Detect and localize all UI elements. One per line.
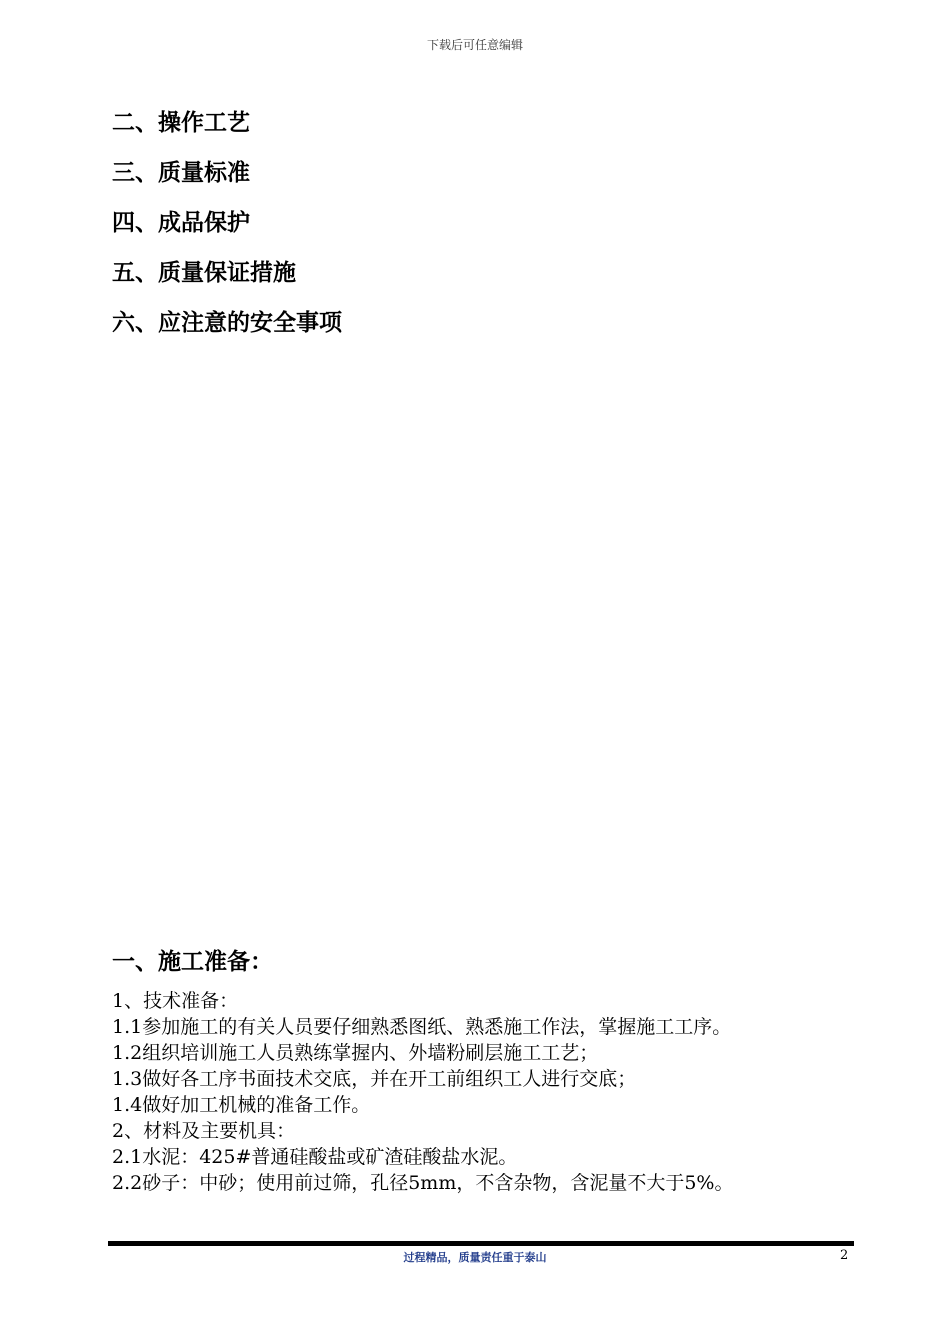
body-line: 1.1参加施工的有关人员要仔细熟悉图纸、熟悉施工作法，掌握施工工序。 [112,1016,732,1038]
footer-divider [108,1241,854,1246]
body-line: 1.2组织培训施工人员熟练掌握内、外墙粉刷层施工工艺； [112,1042,599,1064]
toc-item-product-protection: 四、成品保护 [112,210,250,236]
toc-item-safety-notes: 六、应注意的安全事项 [112,310,342,336]
section-body [112,988,852,1196]
body-line: 2.2砂子：中砂；使用前过筛，孔径5mm，不含杂物，含泥量不大于5%。 [112,1172,734,1194]
toc-item-operation-process: 二、操作工艺 [112,110,250,136]
toc-item-quality-assurance: 五、质量保证措施 [112,260,296,286]
page-number: 2 [840,1248,849,1263]
section-heading: 一、施工准备： [112,949,273,975]
body-line: 2.1水泥：425#普通硅酸盐或矿渣硅酸盐水泥。 [112,1146,518,1168]
table-of-contents [112,98,342,348]
footer-slogan: 过程精品，质量责任重于泰山 [403,1251,547,1264]
body-line: 1.4做好加工机械的准备工作。 [112,1094,371,1116]
toc-item-quality-standard: 三、质量标准 [112,160,250,186]
body-line: 2、材料及主要机具： [112,1120,296,1142]
body-line: 1.3做好各工序书面技术交底，并在开工前组织工人进行交底； [112,1068,637,1090]
body-line: 1、技术准备： [112,990,239,1012]
header-note: 下载后可任意编辑 [426,38,523,52]
